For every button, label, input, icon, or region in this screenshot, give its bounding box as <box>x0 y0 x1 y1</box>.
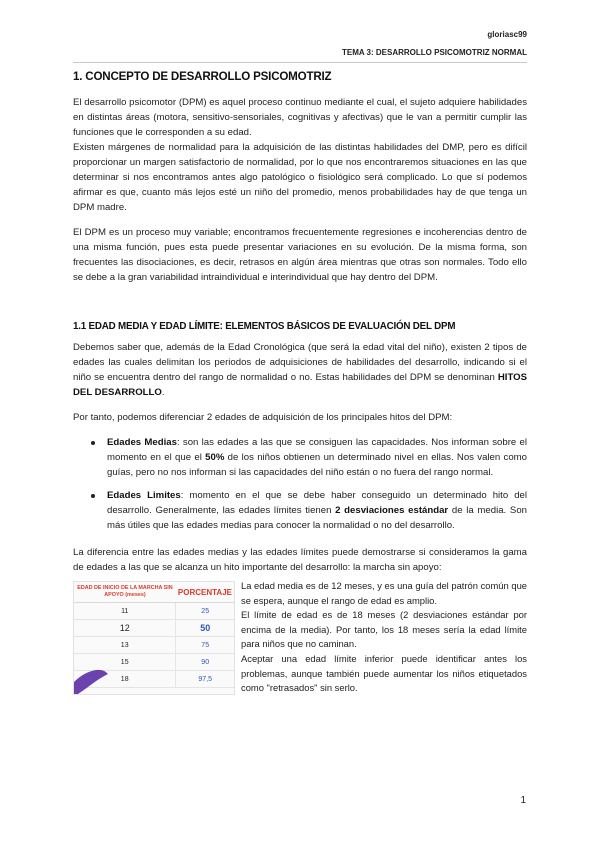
section-title: 1. CONCEPTO DE DESARROLLO PSICOMOTRIZ <box>73 70 332 83</box>
header-divider <box>73 62 527 63</box>
author-username: gloriasc99 <box>487 30 527 39</box>
table-row: 13 75 <box>74 637 234 654</box>
document-topic: TEMA 3: DESARROLLO PSICOMOTRIZ NORMAL <box>341 48 527 57</box>
table-row: 15 90 <box>74 654 234 671</box>
page-content <box>73 70 527 701</box>
subsection-title: 1.1 EDAD MEDIA Y EDAD LÍMITE: ELEMENTOS BÁSICOS DE EVALUACIÓN DEL DPM <box>73 321 456 332</box>
table-and-explanation <box>73 581 527 701</box>
table-row: 18 97,5 <box>74 671 234 688</box>
paragraph-walking-example: La diferencia entre las edades medias y las edades límites puede demostrarse si consideramos la gama de edades a las que se alcanza un hito importante del desarrollo: la marcha sin apoyo: <box>73 547 527 573</box>
walking-age-table-image <box>73 581 235 695</box>
milestones-term: HITOS DEL DESARROLLO <box>73 372 527 398</box>
list-item: Edades Limites: momento en el que se debe haber conseguido un determinado hito del desarrollo. Generalmente, las edades límites tienen 2 desviaciones estándar de la media. Son más útiles que las edades medias para conocer la normalidad o no del desarrollo. <box>107 490 527 531</box>
table-header-age: EDAD DE INICIO DE LA MARCHA SIN APOYO (meses) <box>74 582 176 603</box>
walking-age-table <box>74 582 234 688</box>
paragraph-variability: El DPM es un proceso muy variable; encontramos frecuentemente regresiones e incoherencias dentro de una misma función, pues esta puede presentar variaciones en su evolución. De la misma forma, son frecuentes las disociaciones, es decir, retrasos en algún área mientras que otras son normales. Todo ello se debe a la gran variabilidad intraindividual e interindividual que hay dentro del DPM. <box>73 227 527 283</box>
page-number: 1 <box>520 795 526 806</box>
age-types-list <box>73 435 527 533</box>
table-explanation <box>241 579 527 696</box>
table-row: 12 50 <box>74 620 234 637</box>
paragraph-lower-limit: Aceptar una edad límite inferior puede identificar antes los problemas, aunque también puede aumentar los niños etiquetados como "retrasados" sin serlo. <box>241 652 527 694</box>
paragraph-mean-age: La edad media es de 12 meses, y es una guía del patrón común que se espera, aunque el rango de edad es amplio. <box>241 580 527 606</box>
table-header-percentage: PORCENTAJE <box>176 582 234 603</box>
paragraph-limit-age: El límite de edad es de 18 meses (2 desviaciones estándar por encima de la media). Por tanto, los 18 meses sería la edad límite para niños que no caminan. <box>241 609 527 650</box>
paragraph-normality-margins: Existen márgenes de normalidad para la adquisición de las distintas habilidades del DMP, pero es difícil proporcionar un margen satisfactorio de normalidad, por lo que nos encontraremos situaciones en las que determinar si nos encontramos antes algo patológico o fisiológico será complicado. Lo que sí podemos afirmar es que, cuanto más lejos esté un niño del promedio, menos probabilidades hay de que tenga un DPM madre. <box>73 142 527 213</box>
list-item: Edades Medias: son las edades a las que se consiguen las capacidades. Nos informan sobre el momento en el que el 50% de los niños obtienen un determinado nivel en ellas. Nos valen como guías, pero no nos informan si las capacidades del niño están o no fuera del rango normal. <box>107 437 527 478</box>
paragraph-two-ages: Por tanto, podemos diferenciar 2 edades de adquisición de los principales hitos del DPM: <box>73 412 453 423</box>
table-row: 11 25 <box>74 603 234 620</box>
paragraph-chronological-age: Debemos saber que, además de la Edad Cronológica (que será la edad vital del niño), existen 2 tipos de edades las cuales delimitan los periodos de adquisiciones de habilidades del desarrollo, indicando si el niño se encuentra dentro del rango de normalidad o no. Estas habilidades del DPM se denominan HITOS DEL DESARROLLO. <box>73 342 527 398</box>
paragraph-definition: El desarrollo psicomotor (DPM) es aquel proceso continuo mediante el cual, el sujeto adquiere habilidades en distintas áreas (motora, sensitivo-sensoriales, cognitivas y afectivas) que le van a permitir cumplir las funciones que le corresponden a su edad. <box>73 97 527 138</box>
